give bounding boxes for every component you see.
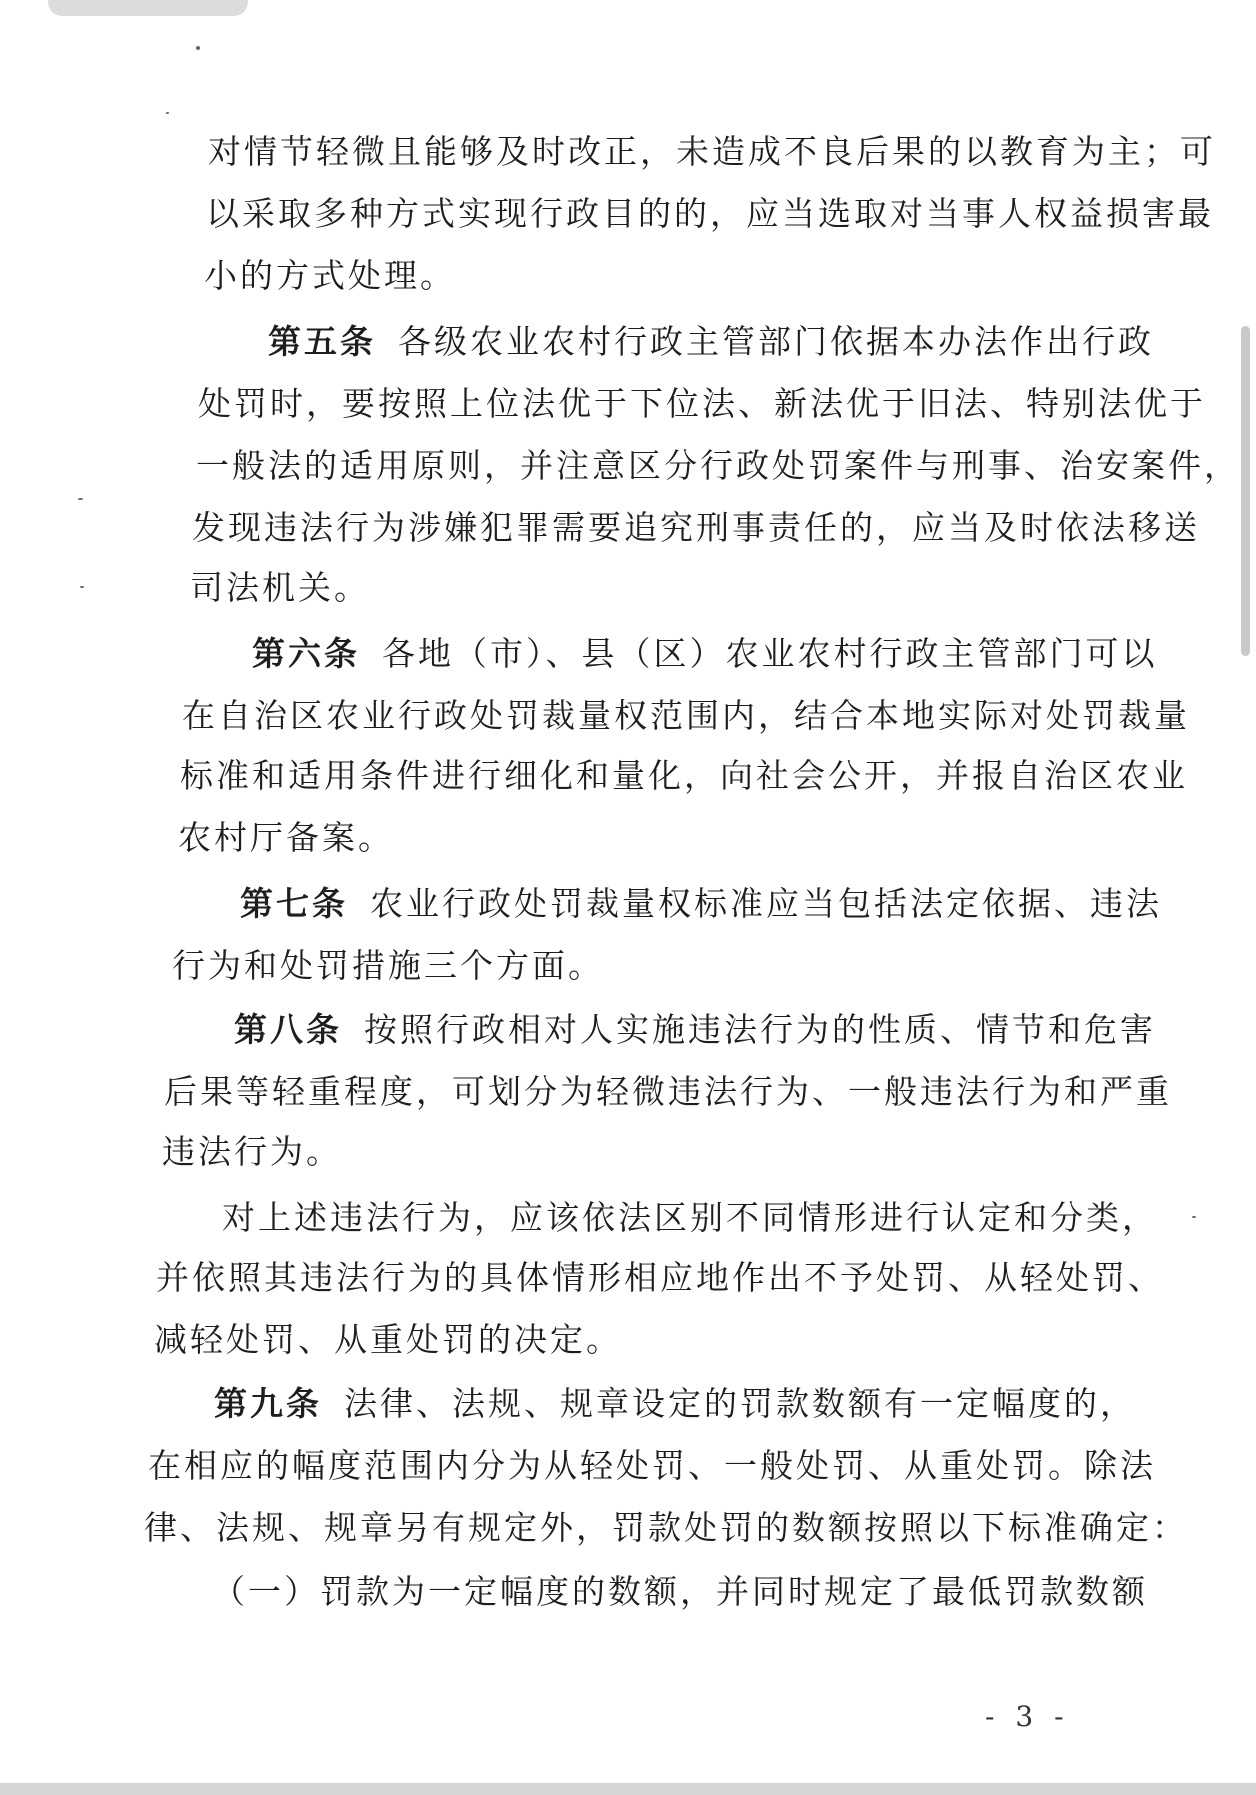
scan-speck — [78, 498, 83, 500]
article-6-line — [252, 634, 1158, 674]
scan-speck — [166, 112, 169, 114]
text-line: 一般法的适用原则，并注意区分行政处罚案件与刑事、治安案件， — [196, 446, 1240, 485]
text-line: 违法行为。 — [162, 1132, 342, 1171]
article-7-text: 农业行政处罚裁量权标准应当包括法定依据、违法 — [370, 884, 1162, 923]
text-line: 减轻处罚、从重处罚的决定。 — [154, 1320, 622, 1359]
text-line: 司法机关。 — [190, 568, 370, 607]
text-line: 在自治区农业行政处罚裁量权范围内，结合本地实际对处罚裁量 — [182, 696, 1190, 735]
text-line: 律、法规、规章另有规定外，罚款处罚的数额按照以下标准确定： — [144, 1508, 1188, 1547]
text-line: 在相应的幅度范围内分为从轻处罚、一般处罚、从重处罚。除法 — [148, 1446, 1156, 1485]
text-line: 以采取多种方式实现行政目的的，应当选取对当事人权益损害最 — [206, 194, 1214, 233]
text-line: 发现违法行为涉嫌犯罪需要追究刑事责任的，应当及时依法移送 — [192, 508, 1200, 547]
article-8-heading: 第八条 — [234, 1010, 342, 1049]
article-5-heading: 第五条 — [268, 322, 376, 361]
scan-speck — [80, 586, 84, 588]
scan-speck — [196, 46, 200, 50]
bottom-bar — [0, 1783, 1256, 1795]
article-5-text: 各级农业农村行政主管部门依据本办法作出行政 — [398, 322, 1154, 361]
scan-speck — [1192, 1216, 1196, 1218]
article-8-line — [234, 1010, 1156, 1050]
article-6-text: 各地（市）、县（区）农业农村行政主管部门可以 — [382, 634, 1158, 673]
text-line: 对情节轻微且能够及时改正，未造成不良后果的以教育为主；可 — [208, 132, 1216, 171]
text-line: （一）罚款为一定幅度的数额，并同时规定了最低罚款数额 — [212, 1572, 1148, 1611]
article-9-line — [214, 1384, 1136, 1424]
text-line: 标准和适用条件进行细化和量化，向社会公开，并报自治区农业 — [180, 756, 1188, 795]
text-line: 并依照其违法行为的具体情形相应地作出不予处罚、从轻处罚、 — [156, 1258, 1164, 1297]
text-line: 后果等轻重程度，可划分为轻微违法行为、一般违法行为和严重 — [164, 1072, 1172, 1111]
text-line: 农村厅备案。 — [178, 818, 394, 857]
article-9-heading: 第九条 — [214, 1384, 322, 1423]
article-6-heading: 第六条 — [252, 634, 360, 673]
article-5-line — [268, 322, 1154, 362]
text-line: 对上述违法行为，应该依法区别不同情形进行认定和分类， — [222, 1198, 1158, 1237]
text-line: 处罚时，要按照上位法优于下位法、新法优于旧法、特别法优于 — [198, 384, 1206, 423]
article-7-line — [240, 884, 1162, 924]
text-line: 小的方式处理。 — [204, 256, 456, 295]
page-number: - 3 - — [985, 1700, 1070, 1733]
article-7-heading: 第七条 — [240, 884, 348, 923]
article-8-text: 按照行政相对人实施违法行为的性质、情节和危害 — [364, 1010, 1156, 1049]
text-line: 行为和处罚措施三个方面。 — [172, 946, 604, 985]
article-9-text: 法律、法规、规章设定的罚款数额有一定幅度的， — [344, 1384, 1136, 1423]
